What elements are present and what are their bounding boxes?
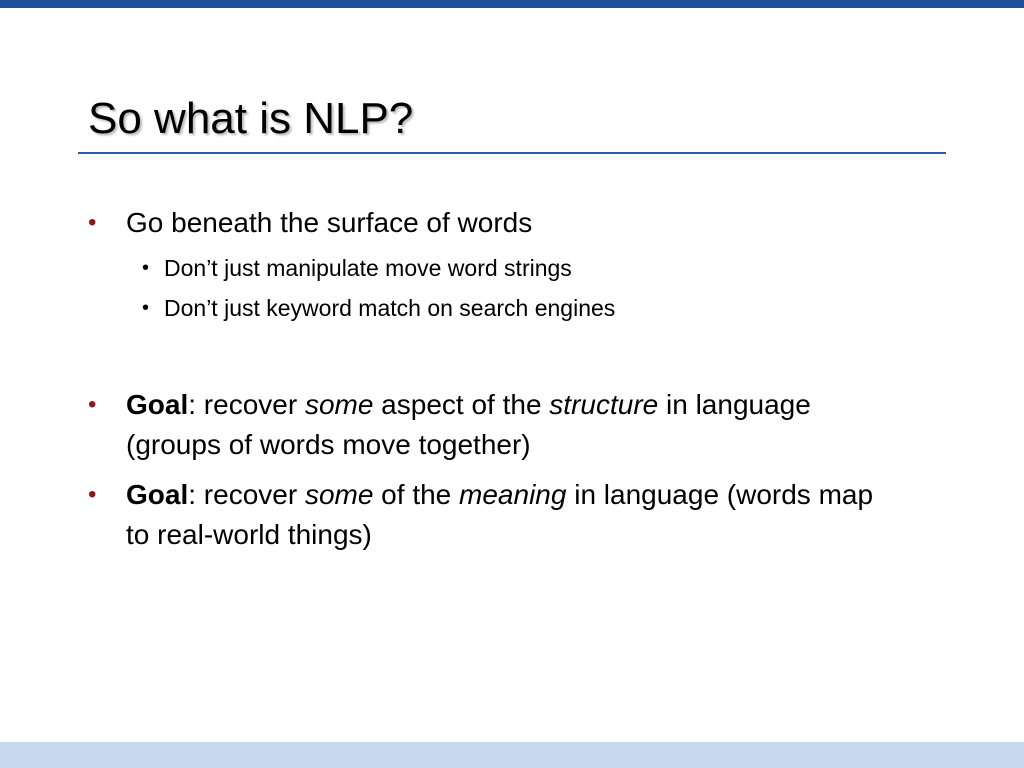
emphasis-text: some xyxy=(304,389,374,420)
emphasis-text: structure xyxy=(549,389,659,420)
goal-text-part: aspect of the xyxy=(373,389,550,420)
bullet-dot-icon: • xyxy=(88,391,97,418)
sub-bullet-text: Don’t just keyword match on search engines xyxy=(164,295,616,321)
sub-bullet-dot-icon: • xyxy=(142,257,150,279)
goal-text-part: : recover xyxy=(188,479,305,510)
bullet-item-3 xyxy=(88,475,886,555)
sub-bullet-item-1 xyxy=(142,252,884,284)
bullet-dot-icon: • xyxy=(88,209,97,236)
emphasis-text: some xyxy=(304,479,374,510)
sub-bullet-item-2 xyxy=(142,292,884,324)
bullet-item-1 xyxy=(88,203,886,243)
sub-bullet-dot-icon: • xyxy=(142,297,150,319)
goal-text-part: in language (groups of words move together) xyxy=(126,389,811,460)
goal-label: Goal xyxy=(126,479,189,510)
bullet-text: Go beneath the surface of words xyxy=(126,207,533,238)
bullet-dot-icon: • xyxy=(88,481,97,508)
slide-title: So what is NLP? xyxy=(88,94,414,143)
bottom-accent-bar xyxy=(0,742,1024,768)
goal-text-part: of the xyxy=(373,479,460,510)
goal-text-part: in language (words map to real-world things) xyxy=(126,479,874,550)
sub-bullet-text: Don’t just manipulate move word strings xyxy=(164,255,572,281)
goal-text-part: : recover xyxy=(188,389,305,420)
goal-label: Goal xyxy=(126,389,189,420)
emphasis-text: meaning xyxy=(459,479,567,510)
bullet-item-2 xyxy=(88,385,886,465)
